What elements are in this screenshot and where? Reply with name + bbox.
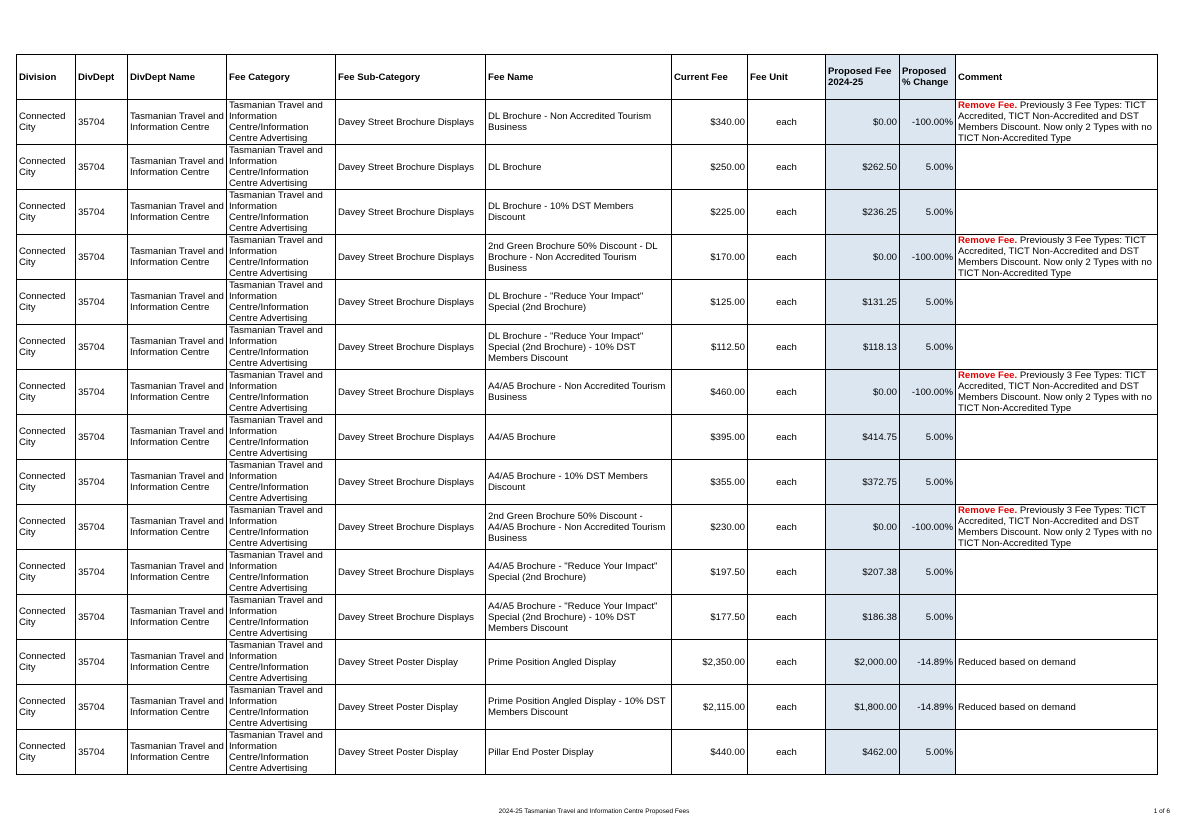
cell-fee-unit: each <box>748 415 826 460</box>
cell-current-fee: $440.00 <box>672 730 748 775</box>
cell-comment <box>956 280 1158 325</box>
cell-divdept-name: Tasmanian Travel and Information Centre <box>128 370 227 415</box>
cell-comment <box>956 595 1158 640</box>
cell-proposed-change: 5.00% <box>900 280 956 325</box>
cell-divdept-name: Tasmanian Travel and Information Centre <box>128 460 227 505</box>
cell-fee-unit: each <box>748 550 826 595</box>
cell-divdept-name: Tasmanian Travel and Information Centre <box>128 190 227 235</box>
cell-division: Connected City <box>17 370 76 415</box>
cell-fee-category: Tasmanian Travel and Information Centre/Information Centre Advertising <box>227 595 336 640</box>
cell-divdept: 35704 <box>76 460 128 505</box>
cell-division: Connected City <box>17 595 76 640</box>
cell-proposed-fee: $2,000.00 <box>826 640 900 685</box>
cell-fee-unit: each <box>748 370 826 415</box>
cell-fee-sub-category: Davey Street Brochure Displays <box>336 235 486 280</box>
table-row <box>17 325 1158 370</box>
table-row <box>17 550 1158 595</box>
cell-current-fee: $112.50 <box>672 325 748 370</box>
cell-fee-name: DL Brochure - "Reduce Your Impact" Special (2nd Brochure) - 10% DST Members Discount <box>486 325 672 370</box>
cell-divdept-name: Tasmanian Travel and Information Centre <box>128 145 227 190</box>
cell-proposed-change: 5.00% <box>900 730 956 775</box>
cell-fee-category: Tasmanian Travel and Information Centre/Information Centre Advertising <box>227 415 336 460</box>
cell-proposed-fee: $236.25 <box>826 190 900 235</box>
remove-fee-label: Remove Fee. <box>958 235 1018 246</box>
page-number: 1 of 6 <box>1153 808 1170 815</box>
cell-current-fee: $250.00 <box>672 145 748 190</box>
cell-comment: Reduced based on demand <box>956 640 1158 685</box>
cell-fee-sub-category: Davey Street Brochure Displays <box>336 190 486 235</box>
cell-fee-sub-category: Davey Street Brochure Displays <box>336 415 486 460</box>
cell-divdept-name: Tasmanian Travel and Information Centre <box>128 640 227 685</box>
cell-current-fee: $125.00 <box>672 280 748 325</box>
cell-divdept: 35704 <box>76 640 128 685</box>
cell-proposed-change: 5.00% <box>900 190 956 235</box>
cell-division: Connected City <box>17 235 76 280</box>
cell-comment <box>956 550 1158 595</box>
cell-fee-sub-category: Davey Street Brochure Displays <box>336 460 486 505</box>
cell-comment <box>956 730 1158 775</box>
cell-divdept-name: Tasmanian Travel and Information Centre <box>128 415 227 460</box>
cell-current-fee: $230.00 <box>672 505 748 550</box>
cell-comment <box>956 505 1158 550</box>
col-header-division: Division <box>17 55 76 100</box>
footer-title: 2024-25 Tasmanian Travel and Information Centre Proposed Fees <box>498 808 690 815</box>
cell-proposed-change: 5.00% <box>900 145 956 190</box>
cell-divdept: 35704 <box>76 685 128 730</box>
cell-division: Connected City <box>17 460 76 505</box>
cell-proposed-fee: $207.38 <box>826 550 900 595</box>
cell-divdept-name: Tasmanian Travel and Information Centre <box>128 280 227 325</box>
cell-current-fee: $395.00 <box>672 415 748 460</box>
header-row <box>17 55 1158 100</box>
cell-comment <box>956 325 1158 370</box>
cell-fee-category: Tasmanian Travel and Information Centre/Information Centre Advertising <box>227 235 336 280</box>
cell-fee-category: Tasmanian Travel and Information Centre/Information Centre Advertising <box>227 640 336 685</box>
cell-proposed-change: -100.00% <box>900 235 956 280</box>
cell-proposed-change: 5.00% <box>900 415 956 460</box>
cell-fee-name: DL Brochure - "Reduce Your Impact" Special (2nd Brochure) <box>486 280 672 325</box>
cell-proposed-fee: $372.75 <box>826 460 900 505</box>
cell-proposed-fee: $0.00 <box>826 505 900 550</box>
cell-division: Connected City <box>17 280 76 325</box>
cell-current-fee: $170.00 <box>672 235 748 280</box>
cell-divdept-name: Tasmanian Travel and Information Centre <box>128 100 227 145</box>
cell-fee-category: Tasmanian Travel and Information Centre/Information Centre Advertising <box>227 370 336 415</box>
remove-fee-label: Remove Fee. <box>958 505 1018 516</box>
cell-proposed-change: -100.00% <box>900 100 956 145</box>
cell-division: Connected City <box>17 145 76 190</box>
cell-proposed-change: 5.00% <box>900 460 956 505</box>
cell-proposed-change: 5.00% <box>900 595 956 640</box>
cell-proposed-fee: $131.25 <box>826 280 900 325</box>
cell-fee-name: A4/A5 Brochure <box>486 415 672 460</box>
cell-divdept: 35704 <box>76 325 128 370</box>
cell-fee-name: DL Brochure - Non Accredited Tourism Business <box>486 100 672 145</box>
cell-comment: Reduced based on demand <box>956 685 1158 730</box>
cell-fee-name: A4/A5 Brochure - Non Accredited Tourism Business <box>486 370 672 415</box>
cell-divdept: 35704 <box>76 280 128 325</box>
col-header-comment: Comment <box>956 55 1158 100</box>
cell-divdept: 35704 <box>76 370 128 415</box>
cell-current-fee: $2,115.00 <box>672 685 748 730</box>
cell-divdept-name: Tasmanian Travel and Information Centre <box>128 505 227 550</box>
cell-comment <box>956 370 1158 415</box>
col-header-current-fee: Current Fee <box>672 55 748 100</box>
cell-proposed-change: 5.00% <box>900 325 956 370</box>
cell-divdept: 35704 <box>76 595 128 640</box>
cell-fee-category: Tasmanian Travel and Information Centre/Information Centre Advertising <box>227 190 336 235</box>
cell-divdept-name: Tasmanian Travel and Information Centre <box>128 685 227 730</box>
cell-division: Connected City <box>17 640 76 685</box>
cell-fee-unit: each <box>748 685 826 730</box>
table-row <box>17 280 1158 325</box>
cell-fee-unit: each <box>748 190 826 235</box>
cell-fee-sub-category: Davey Street Brochure Displays <box>336 595 486 640</box>
cell-fee-name: Prime Position Angled Display - 10% DST Members Discount <box>486 685 672 730</box>
cell-division: Connected City <box>17 505 76 550</box>
table-row <box>17 370 1158 415</box>
cell-proposed-fee: $0.00 <box>826 235 900 280</box>
cell-division: Connected City <box>17 685 76 730</box>
cell-fee-unit: each <box>748 595 826 640</box>
table-row <box>17 415 1158 460</box>
table-row <box>17 640 1158 685</box>
cell-division: Connected City <box>17 100 76 145</box>
cell-fee-category: Tasmanian Travel and Information Centre/Information Centre Advertising <box>227 730 336 775</box>
cell-fee-name: DL Brochure <box>486 145 672 190</box>
cell-fee-sub-category: Davey Street Brochure Displays <box>336 370 486 415</box>
table-row <box>17 685 1158 730</box>
cell-fee-name: A4/A5 Brochure - 10% DST Members Discount <box>486 460 672 505</box>
cell-fee-name: DL Brochure - 10% DST Members Discount <box>486 190 672 235</box>
cell-fee-category: Tasmanian Travel and Information Centre/Information Centre Advertising <box>227 685 336 730</box>
col-header-divdept: DivDept <box>76 55 128 100</box>
table-row <box>17 730 1158 775</box>
remove-fee-note: Previously 3 Fee Types: TICT Accredited, TICT Non-Accredited and DST Members Discount. Now only 2 Types with no TICT Non-Accredited Type <box>958 370 1152 414</box>
cell-fee-sub-category: Davey Street Brochure Displays <box>336 325 486 370</box>
cell-current-fee: $225.00 <box>672 190 748 235</box>
cell-fee-sub-category: Davey Street Poster Display <box>336 640 486 685</box>
cell-comment <box>956 100 1158 145</box>
cell-fee-unit: each <box>748 730 826 775</box>
remove-fee-note: Previously 3 Fee Types: TICT Accredited, TICT Non-Accredited and DST Members Discount. Now only 2 Types with no TICT Non-Accredited Type <box>958 505 1152 549</box>
cell-fee-name: A4/A5 Brochure - "Reduce Your Impact" Special (2nd Brochure) - 10% DST Members Discount <box>486 595 672 640</box>
cell-fee-unit: each <box>748 100 826 145</box>
col-header-fee-sub-category: Fee Sub-Category <box>336 55 486 100</box>
cell-proposed-fee: $0.00 <box>826 370 900 415</box>
cell-current-fee: $2,350.00 <box>672 640 748 685</box>
col-header-proposed-change: Proposed % Change <box>900 55 956 100</box>
cell-current-fee: $177.50 <box>672 595 748 640</box>
cell-fee-name: 2nd Green Brochure 50% Discount - DL Brochure - Non Accredited Tourism Business <box>486 235 672 280</box>
col-header-divdept-name: DivDept Name <box>128 55 227 100</box>
cell-fee-unit: each <box>748 145 826 190</box>
cell-divdept: 35704 <box>76 100 128 145</box>
col-header-proposed-fee: Proposed Fee 2024-25 <box>826 55 900 100</box>
cell-current-fee: $197.50 <box>672 550 748 595</box>
cell-divdept: 35704 <box>76 145 128 190</box>
cell-divdept: 35704 <box>76 730 128 775</box>
cell-divdept-name: Tasmanian Travel and Information Centre <box>128 550 227 595</box>
cell-proposed-change: -100.00% <box>900 370 956 415</box>
remove-fee-label: Remove Fee. <box>958 370 1018 381</box>
cell-proposed-change: 5.00% <box>900 550 956 595</box>
cell-fee-unit: each <box>748 235 826 280</box>
cell-current-fee: $340.00 <box>672 100 748 145</box>
cell-current-fee: $460.00 <box>672 370 748 415</box>
cell-fee-unit: each <box>748 325 826 370</box>
table-row <box>17 145 1158 190</box>
cell-fee-category: Tasmanian Travel and Information Centre/Information Centre Advertising <box>227 550 336 595</box>
table-row <box>17 595 1158 640</box>
col-header-fee-unit: Fee Unit <box>748 55 826 100</box>
cell-fee-category: Tasmanian Travel and Information Centre/Information Centre Advertising <box>227 280 336 325</box>
cell-fee-name: 2nd Green Brochure 50% Discount - A4/A5 Brochure - Non Accredited Tourism Business <box>486 505 672 550</box>
cell-divdept-name: Tasmanian Travel and Information Centre <box>128 595 227 640</box>
cell-fee-category: Tasmanian Travel and Information Centre/Information Centre Advertising <box>227 100 336 145</box>
cell-proposed-fee: $414.75 <box>826 415 900 460</box>
table-row <box>17 100 1158 145</box>
cell-fee-sub-category: Davey Street Brochure Displays <box>336 145 486 190</box>
cell-current-fee: $355.00 <box>672 460 748 505</box>
cell-divdept: 35704 <box>76 505 128 550</box>
cell-fee-unit: each <box>748 640 826 685</box>
remove-fee-note: Previously 3 Fee Types: TICT Accredited, TICT Non-Accredited and DST Members Discount. Now only 2 Types with no TICT Non-Accredited Type <box>958 100 1152 144</box>
cell-fee-unit: each <box>748 460 826 505</box>
table-row <box>17 190 1158 235</box>
cell-division: Connected City <box>17 415 76 460</box>
fees-table <box>16 54 1158 775</box>
cell-comment <box>956 415 1158 460</box>
cell-fee-category: Tasmanian Travel and Information Centre/Information Centre Advertising <box>227 505 336 550</box>
cell-fee-sub-category: Davey Street Brochure Displays <box>336 505 486 550</box>
cell-proposed-fee: $1,800.00 <box>826 685 900 730</box>
cell-fee-sub-category: Davey Street Poster Display <box>336 685 486 730</box>
cell-division: Connected City <box>17 550 76 595</box>
table-row <box>17 235 1158 280</box>
cell-divdept-name: Tasmanian Travel and Information Centre <box>128 325 227 370</box>
cell-comment <box>956 190 1158 235</box>
cell-division: Connected City <box>17 190 76 235</box>
col-header-fee-name: Fee Name <box>486 55 672 100</box>
cell-comment <box>956 235 1158 280</box>
cell-fee-unit: each <box>748 280 826 325</box>
cell-proposed-change: -14.89% <box>900 640 956 685</box>
cell-divdept: 35704 <box>76 415 128 460</box>
cell-fee-unit: each <box>748 505 826 550</box>
cell-divdept-name: Tasmanian Travel and Information Centre <box>128 730 227 775</box>
cell-proposed-fee: $118.13 <box>826 325 900 370</box>
cell-proposed-fee: $462.00 <box>826 730 900 775</box>
cell-comment <box>956 145 1158 190</box>
cell-fee-name: A4/A5 Brochure - "Reduce Your Impact" Special (2nd Brochure) <box>486 550 672 595</box>
cell-divdept: 35704 <box>76 235 128 280</box>
cell-proposed-fee: $186.38 <box>826 595 900 640</box>
cell-proposed-change: -14.89% <box>900 685 956 730</box>
cell-division: Connected City <box>17 730 76 775</box>
table-row <box>17 460 1158 505</box>
cell-fee-category: Tasmanian Travel and Information Centre/Information Centre Advertising <box>227 460 336 505</box>
cell-fee-name: Pillar End Poster Display <box>486 730 672 775</box>
remove-fee-note: Previously 3 Fee Types: TICT Accredited, TICT Non-Accredited and DST Members Discount. Now only 2 Types with no TICT Non-Accredited Type <box>958 235 1152 279</box>
cell-proposed-fee: $262.50 <box>826 145 900 190</box>
cell-fee-sub-category: Davey Street Brochure Displays <box>336 550 486 595</box>
cell-proposed-change: -100.00% <box>900 505 956 550</box>
cell-divdept-name: Tasmanian Travel and Information Centre <box>128 235 227 280</box>
cell-comment <box>956 460 1158 505</box>
cell-divdept: 35704 <box>76 190 128 235</box>
cell-fee-category: Tasmanian Travel and Information Centre/Information Centre Advertising <box>227 145 336 190</box>
cell-fee-name: Prime Position Angled Display <box>486 640 672 685</box>
remove-fee-label: Remove Fee. <box>958 100 1018 111</box>
cell-proposed-fee: $0.00 <box>826 100 900 145</box>
cell-fee-sub-category: Davey Street Brochure Displays <box>336 280 486 325</box>
cell-division: Connected City <box>17 325 76 370</box>
cell-fee-sub-category: Davey Street Brochure Displays <box>336 100 486 145</box>
table-row <box>17 505 1158 550</box>
col-header-fee-category: Fee Category <box>227 55 336 100</box>
cell-fee-sub-category: Davey Street Poster Display <box>336 730 486 775</box>
cell-divdept: 35704 <box>76 550 128 595</box>
cell-fee-category: Tasmanian Travel and Information Centre/Information Centre Advertising <box>227 325 336 370</box>
